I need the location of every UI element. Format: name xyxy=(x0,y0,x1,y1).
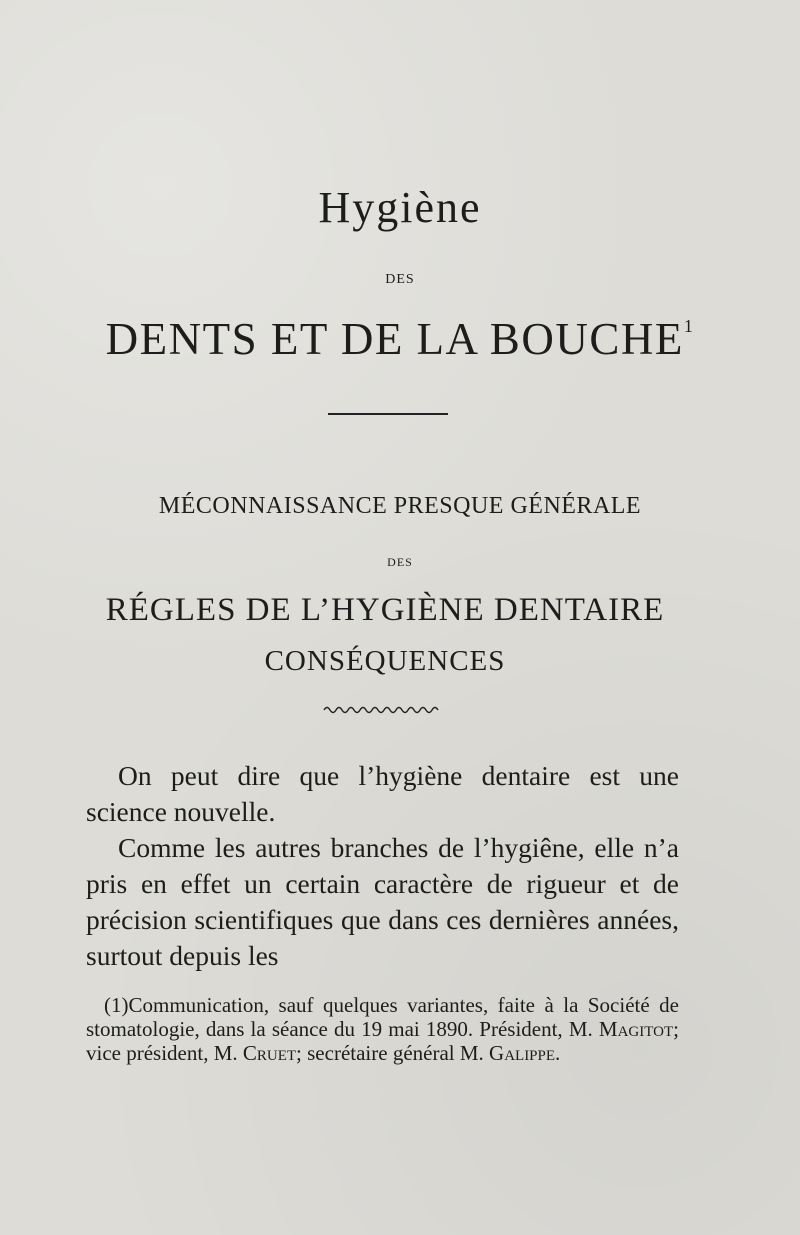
wavy-ornament-icon xyxy=(322,703,442,717)
footnote-text: ; secrétaire général M. xyxy=(296,1041,490,1065)
footnote-marker: (1) xyxy=(104,993,129,1017)
footnote xyxy=(86,993,679,1065)
paragraph: Comme les autres branches de l’hygiêne, elle n’a pris en effet un certain caractère de rigueur et de précision scientifiques que dans ces dernières années, surtout depuis les xyxy=(86,832,679,971)
section-heading-line-3: CONSÉQUENCES xyxy=(264,645,506,677)
title-divider xyxy=(328,413,448,415)
body-text xyxy=(86,758,679,974)
person-name: Magitot xyxy=(598,1017,674,1041)
person-name: Cruet xyxy=(242,1041,297,1065)
footnote-paragraph xyxy=(86,993,679,1065)
subtitle-text: DENTS ET DE LA BOUCHE xyxy=(105,314,684,364)
page-title: Hygiène xyxy=(318,183,482,232)
footnote-reference: 1 xyxy=(683,316,695,336)
page-subtitle xyxy=(0,313,800,365)
paragraph: On peut dire que l’hygiène dentaire est une science nouvelle. xyxy=(86,760,679,827)
footnote-text: Communication, sauf quelques variantes, faite à la Société de stomatologie, dans la séance du 19 mai 1890. Président, M. xyxy=(86,993,679,1041)
person-name: Galippe xyxy=(489,1041,556,1065)
section-heading-line-1: MÉCONNAISSANCE PRESQUE GÉNÉRALE xyxy=(158,493,642,519)
title-connector: DES xyxy=(385,272,415,287)
section-heading-line-2: RÉGLES DE L’HYGIÈNE DENTAIRE xyxy=(105,592,665,628)
footnote-text: . xyxy=(555,1041,561,1065)
footnote-text: ; vice président, M. xyxy=(86,1017,679,1065)
section-heading-connector: DES xyxy=(387,555,413,569)
